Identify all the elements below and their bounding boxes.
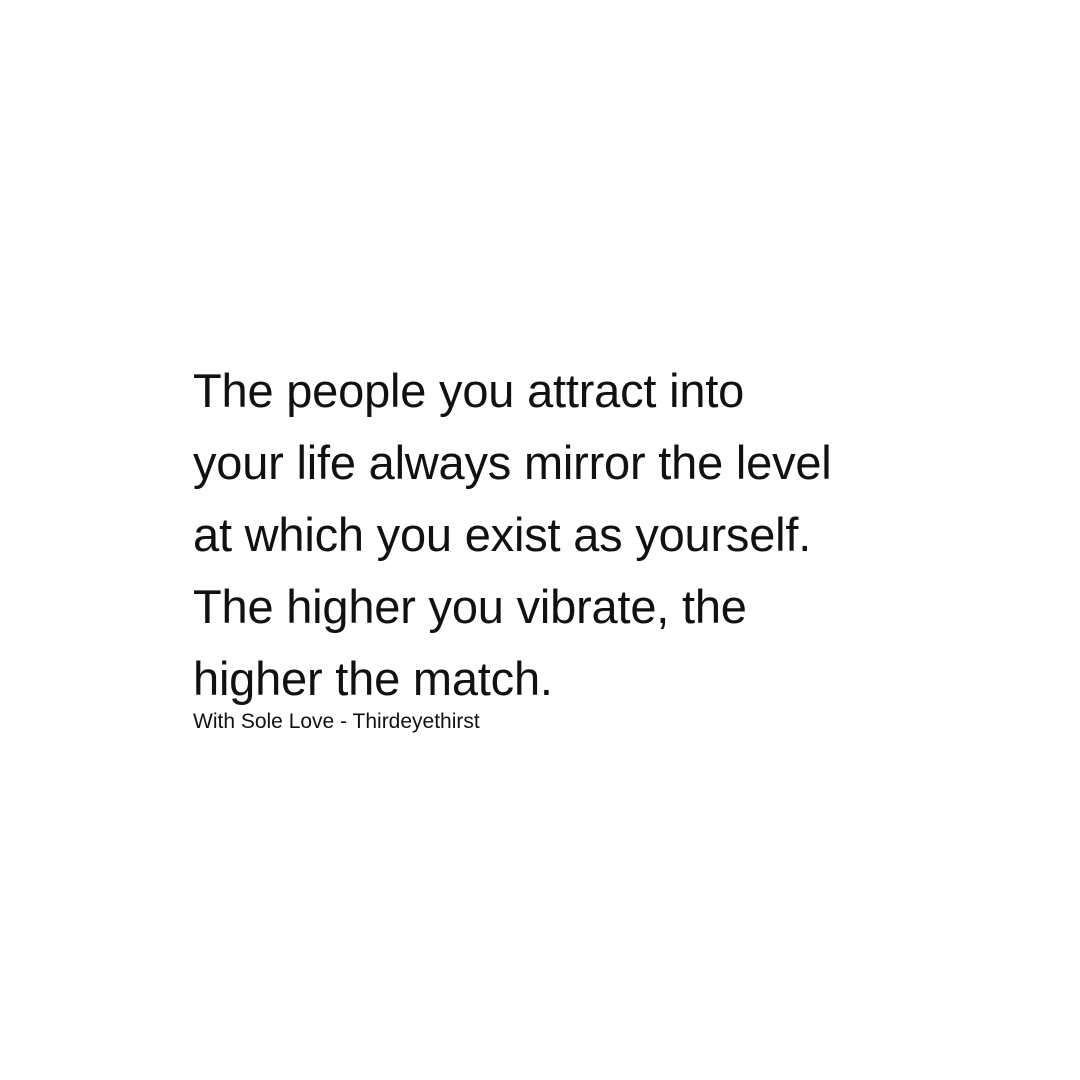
quote-block — [193, 355, 1013, 737]
attribution: With Sole Love - Thirdeyethirst — [193, 710, 480, 733]
quote-line-4: The higher you vibrate, the — [193, 580, 747, 633]
quote-line-2: your life always mirror the level — [193, 436, 832, 489]
quote-line-1: The people you attract into — [193, 364, 745, 417]
quote-line-5: higher the match. — [193, 652, 553, 705]
quote-line-3: at which you exist as yourself. — [193, 508, 812, 561]
